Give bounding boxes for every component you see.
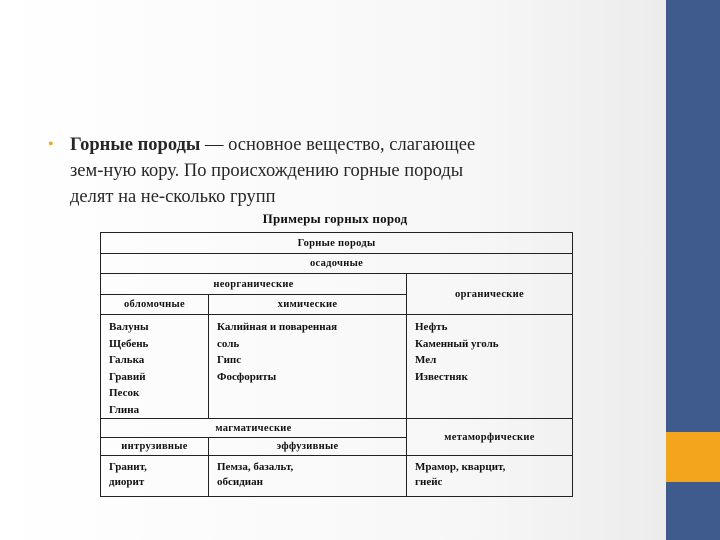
list-item: Гранит, [109, 461, 147, 473]
list-item: гнейс [415, 476, 443, 488]
list-item: Гравий [109, 370, 146, 383]
bullet-line-2: зем-ную кору. По происхождению горные породы [70, 161, 464, 181]
sidebar-decoration-top [666, 0, 720, 432]
list-item: Каменный уголь [415, 337, 499, 350]
bullet-paragraph [48, 132, 608, 210]
list-item: Песок [109, 387, 140, 399]
table-caption: Примеры горных пород [262, 211, 408, 226]
bullet-text [48, 132, 608, 210]
header-clastic: обломочные [101, 295, 209, 315]
sidebar-accent-block [666, 432, 720, 482]
chemical-list [209, 315, 407, 419]
list-item: обсидиан [217, 476, 263, 488]
bullet-line-3: делят на не-сколько групп [70, 187, 276, 207]
sidebar-decoration-bottom [666, 482, 720, 540]
list-item: Валуны [109, 321, 149, 333]
list-item: Мел [415, 354, 437, 366]
header-metamorphic: метаморфические [407, 419, 573, 456]
metamorphic-list [407, 456, 573, 497]
header-chemical: химические [209, 295, 407, 315]
list-item: Пемза, базальт, [217, 461, 294, 473]
clastic-list [101, 315, 209, 419]
header-inorganic: неорганические [101, 274, 407, 295]
list-item: Глина [109, 403, 140, 416]
list-item: соль [217, 337, 240, 350]
rock-types-table [100, 232, 573, 497]
list-item: Калийная и поваренная [217, 321, 338, 333]
header-intrusive: интрузивные [101, 438, 209, 456]
organic-list [407, 315, 573, 419]
intrusive-list [101, 456, 209, 497]
list-item: Гипс [217, 354, 242, 366]
header-rocks: Горные породы [101, 233, 573, 254]
list-item: Известняк [415, 370, 468, 383]
list-item: Щебень [109, 337, 149, 350]
header-effusive: эффузивные [209, 438, 407, 456]
bullet-line-1: — основное вещество, слагающее [200, 135, 476, 155]
list-item: диорит [109, 476, 145, 488]
list-item: Нефть [415, 321, 448, 333]
list-item: Фосфориты [217, 370, 277, 383]
bullet-dot-icon: • [48, 136, 54, 153]
effusive-list [209, 456, 407, 497]
header-sedimentary: осадочные [101, 254, 573, 274]
bullet-term: Горные породы [70, 135, 201, 155]
list-item: Мрамор, кварцит, [415, 461, 506, 473]
list-item: Галька [109, 354, 145, 366]
header-organic: органические [407, 274, 573, 315]
header-magmatic: магматические [101, 419, 407, 438]
